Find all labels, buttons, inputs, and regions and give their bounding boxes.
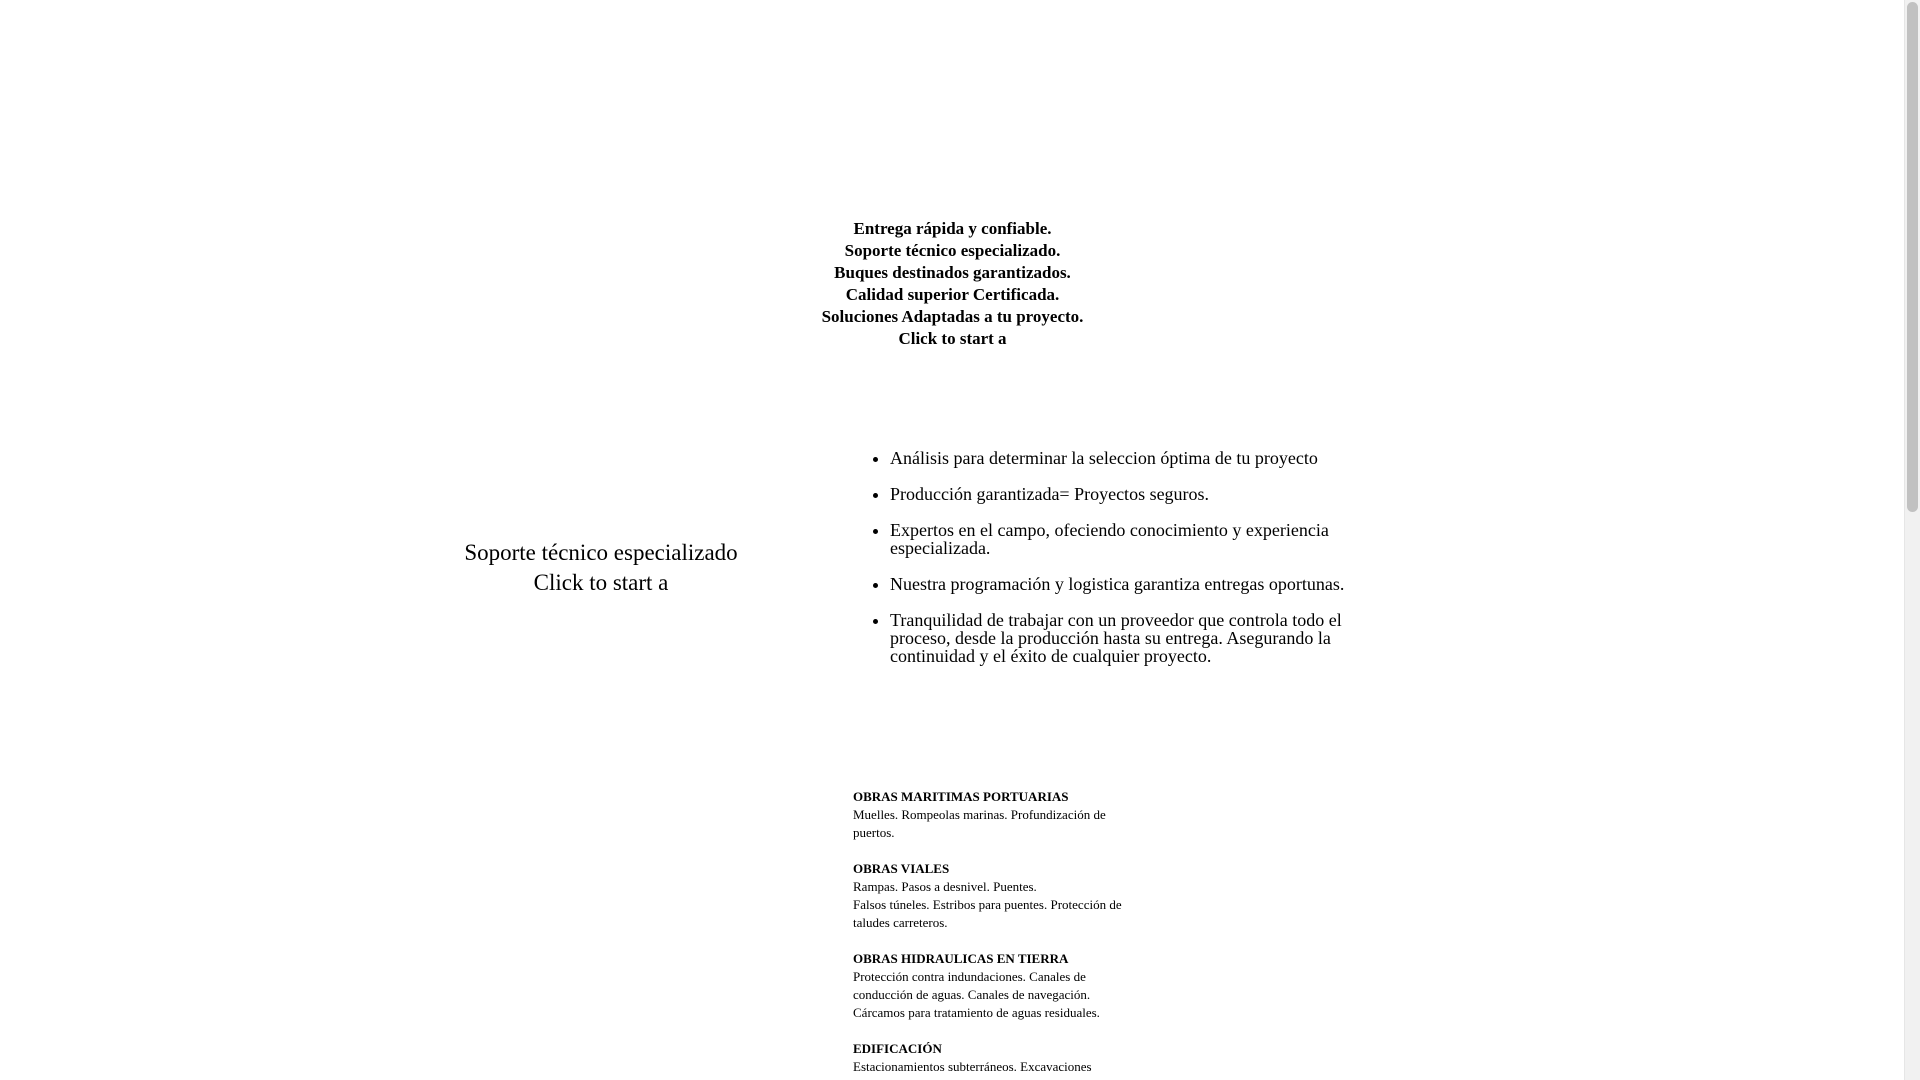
service-roads [853, 860, 1138, 932]
benefits-list [850, 449, 1370, 683]
benefit-item-experts: • Expertos en el campo, ofeciendo conocimiento y experiencia especializada. [890, 521, 1370, 557]
service-description: Rampas. Pasos a desnivel. Puentes. [853, 879, 1037, 894]
hero-line-support: Soporte técnico especializado. [844, 241, 1061, 260]
benefit-item-peace-of-mind: • Tranquilidad de trabajar con un proveedor que controla todo el proceso, desde la producción hasta su entrega. Asegurando la continuidad y el éxito de cualquier proyecto. [890, 611, 1370, 665]
service-description-extra: Falsos túneles. Estribos para puentes. Protección de taludes carreteros. [853, 897, 1122, 930]
service-title: OBRAS MARITIMAS PORTUARIAS [853, 789, 1069, 804]
hero-line-delivery: Entrega rápida y confiable. [853, 219, 1052, 238]
hero-line-solutions: Soluciones Adaptadas a tu proyecto. [821, 307, 1084, 326]
service-building [853, 1040, 1138, 1076]
benefit-item-analysis: • Análisis para determinar la seleccion óptima de tu proyecto [890, 449, 1370, 467]
hero-line-ships: Buques destinados garantizados. [834, 263, 1071, 282]
scrollbar-thumb[interactable] [1907, 2, 1918, 512]
hero-features [0, 218, 1905, 350]
service-description: Protección contra indundaciones. Canales de conducción de aguas. Canales de navegación. Cárcamos para tratamiento de aguas residuales. [853, 969, 1100, 1020]
service-maritime [853, 788, 1138, 842]
service-description: Muelles. Rompeolas marinas. Profundización de puertos. [853, 807, 1106, 840]
hero-line-quality: Calidad superior Certificada. [845, 285, 1060, 304]
benefit-item-production: • Producción garantizada= Proyectos seguros. [890, 485, 1370, 503]
service-hydraulic [853, 950, 1138, 1022]
vertical-scrollbar[interactable] [1904, 0, 1920, 1080]
benefit-item-logistics: • Nuestra programación y logistica garantiza entregas oportunas. [890, 575, 1370, 593]
service-title: EDIFICACIÓN [853, 1041, 942, 1056]
hero-click-to-start[interactable]: Click to start a [898, 329, 1007, 348]
service-title: OBRAS HIDRAULICAS EN TIERRA [853, 951, 1069, 966]
support-block[interactable]: Soporte técnico especializado Click to start a [464, 540, 738, 595]
service-title: OBRAS VIALES [853, 861, 950, 876]
service-description: Estacionamientos subterráneos. Excavaciones [853, 1059, 1092, 1074]
services-list [853, 788, 1138, 1080]
